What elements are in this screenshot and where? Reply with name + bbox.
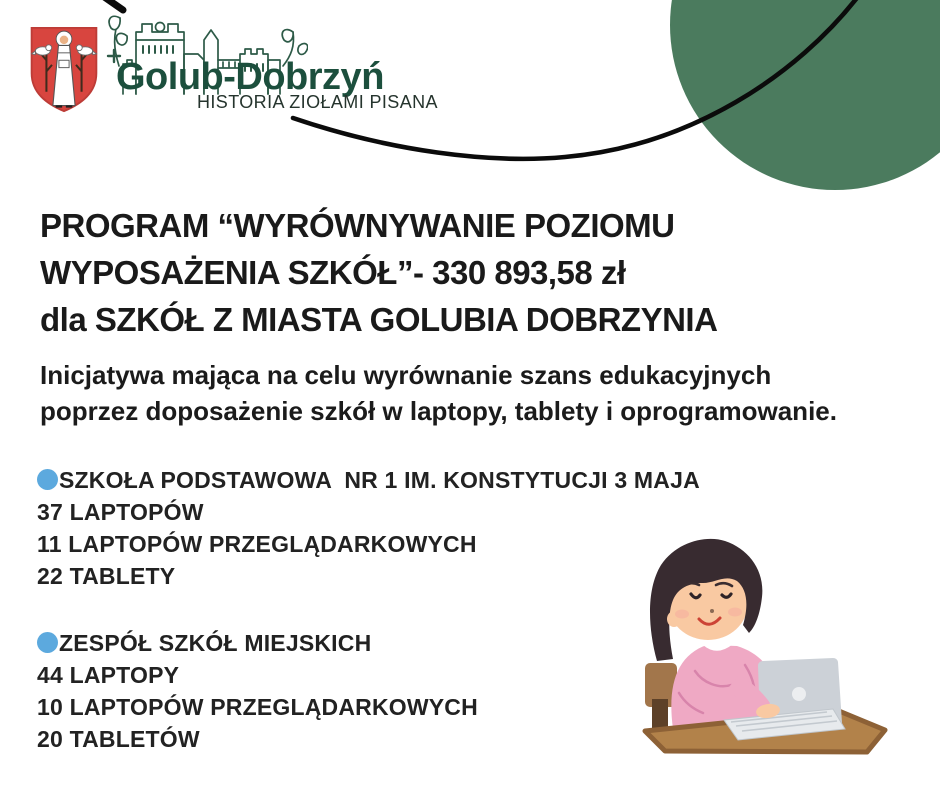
list-item: 11 LAPTOPÓW PRZEGLĄDARKOWYCH: [37, 531, 477, 557]
girl-at-laptop-illustration: [627, 533, 932, 785]
list-item: 20 TABLETÓW: [37, 726, 200, 752]
list-item: 10 LAPTOPÓW PRZEGLĄDARKOWYCH: [37, 694, 478, 720]
headline-line-3: dla SZKÓŁ Z MIASTA GOLUBIA DOBRZYNIA: [40, 301, 718, 338]
school-name: ZESPÓŁ SZKÓŁ MIEJSKICH: [59, 630, 372, 656]
coat-of-arms-icon: [27, 24, 101, 115]
headline-line-2: WYPOSAŻENIA SZKÓŁ”- 330 893,58 zł: [40, 254, 626, 291]
school-name-row: [37, 464, 700, 496]
list-item: 22 TABLETY: [37, 563, 176, 589]
headline-line-1: PROGRAM “WYRÓWNYWANIE POZIOMU: [40, 207, 675, 244]
logo-tagline: HISTORIA ZIOŁAMI PISANA: [197, 92, 438, 112]
school-block-podstawowa: [37, 464, 700, 592]
logo-title: Golub-Dobrzyń: [116, 56, 384, 98]
list-item: 44 LAPTOPY: [37, 662, 180, 688]
school-name: SZKOŁA PODSTAWOWA NR 1 IM. KONSTYTUCJI 3 MAJA: [59, 467, 700, 493]
school-name-row: [37, 627, 478, 659]
intro-line-1: Inicjatywa mająca na celu wyrównanie szans edukacyjnych: [40, 360, 772, 390]
page-title: [40, 202, 717, 343]
intro-paragraph: [40, 358, 837, 429]
green-circle-decoration: [670, 0, 940, 190]
school-block-zespol: [37, 627, 478, 755]
intro-line-2: poprzez doposażenie szkół w laptopy, tablety i oprogramowanie.: [40, 395, 837, 426]
blue-bullet-icon: [37, 469, 58, 490]
blue-bullet-icon: [37, 632, 58, 653]
list-item: 37 LAPTOPÓW: [37, 499, 204, 525]
